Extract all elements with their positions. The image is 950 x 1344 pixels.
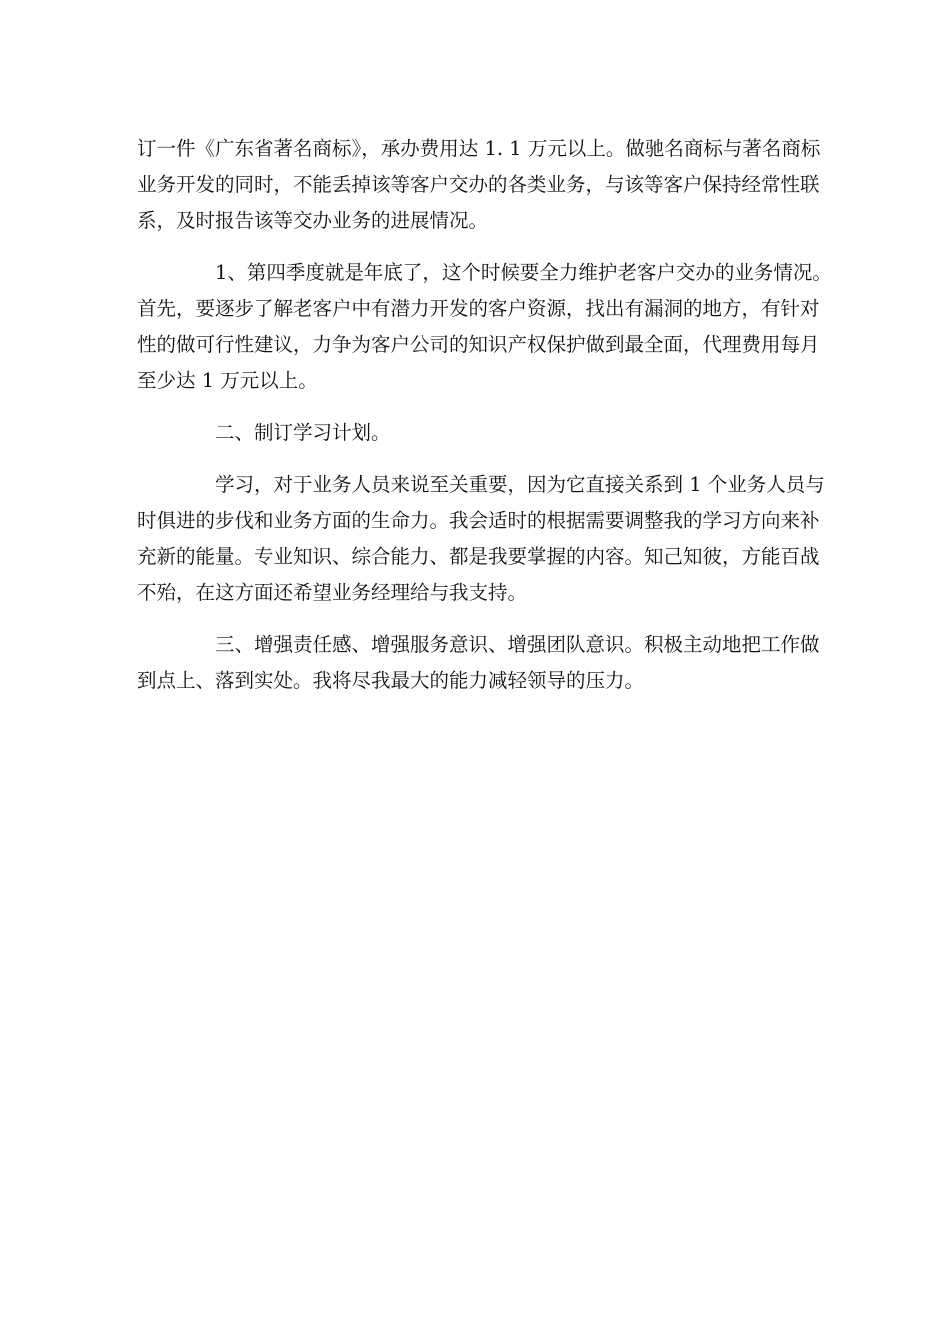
text-line: 1、第四季度就是年底了，这个时候要全力维护老客户交办的业务情况。 [215, 261, 832, 284]
text-line: 系，及时报告该等交办业务的进展情况。 [137, 209, 489, 232]
text-line: 不殆，在这方面还希望业务经理给与我支持。 [137, 581, 528, 604]
paragraph-responsibility [137, 627, 820, 699]
section-heading [137, 415, 813, 451]
text-line: 充新的能量。专业知识、综合能力、都是我要掌握的内容。知己知彼，方能百战 [137, 545, 820, 568]
text-line: 三、增强责任感、增强服务意识、增强团队意识。积极主动地把工作做 [215, 633, 820, 656]
text-line: 二、制订学习计划。 [215, 421, 391, 444]
text-line: 业务开发的同时，不能丢掉该等客户交办的各类业务，与该等客户保持经常性联 [137, 173, 820, 196]
text-line: 到点上、落到实处。我将尽我最大的能力减轻领导的压力。 [137, 669, 645, 692]
text-line: 性的做可行性建议，力争为客户公司的知识产权保护做到最全面，代理费用每月 [137, 333, 820, 356]
document-body [137, 131, 832, 715]
text-line: 至少达 1 万元以上。 [137, 369, 318, 392]
paragraph-study [137, 467, 825, 611]
text-line: 时俱进的步伐和业务方面的生命力。我会适时的根据需要调整我的学习方向来补 [137, 509, 820, 532]
paragraph-continuation [137, 131, 821, 239]
text-line: 订一件《广东省著名商标》，承办费用达 1. 1 万元以上。做驰名商标与著名商标 [137, 137, 821, 160]
text-line: 学习，对于业务人员来说至关重要，因为它直接关系到 1 个业务人员与 [215, 473, 825, 496]
text-line: 首先，要逐步了解老客户中有潜力开发的客户资源，找出有漏洞的地方，有针对 [137, 297, 820, 320]
paragraph-item-1 [137, 255, 832, 399]
